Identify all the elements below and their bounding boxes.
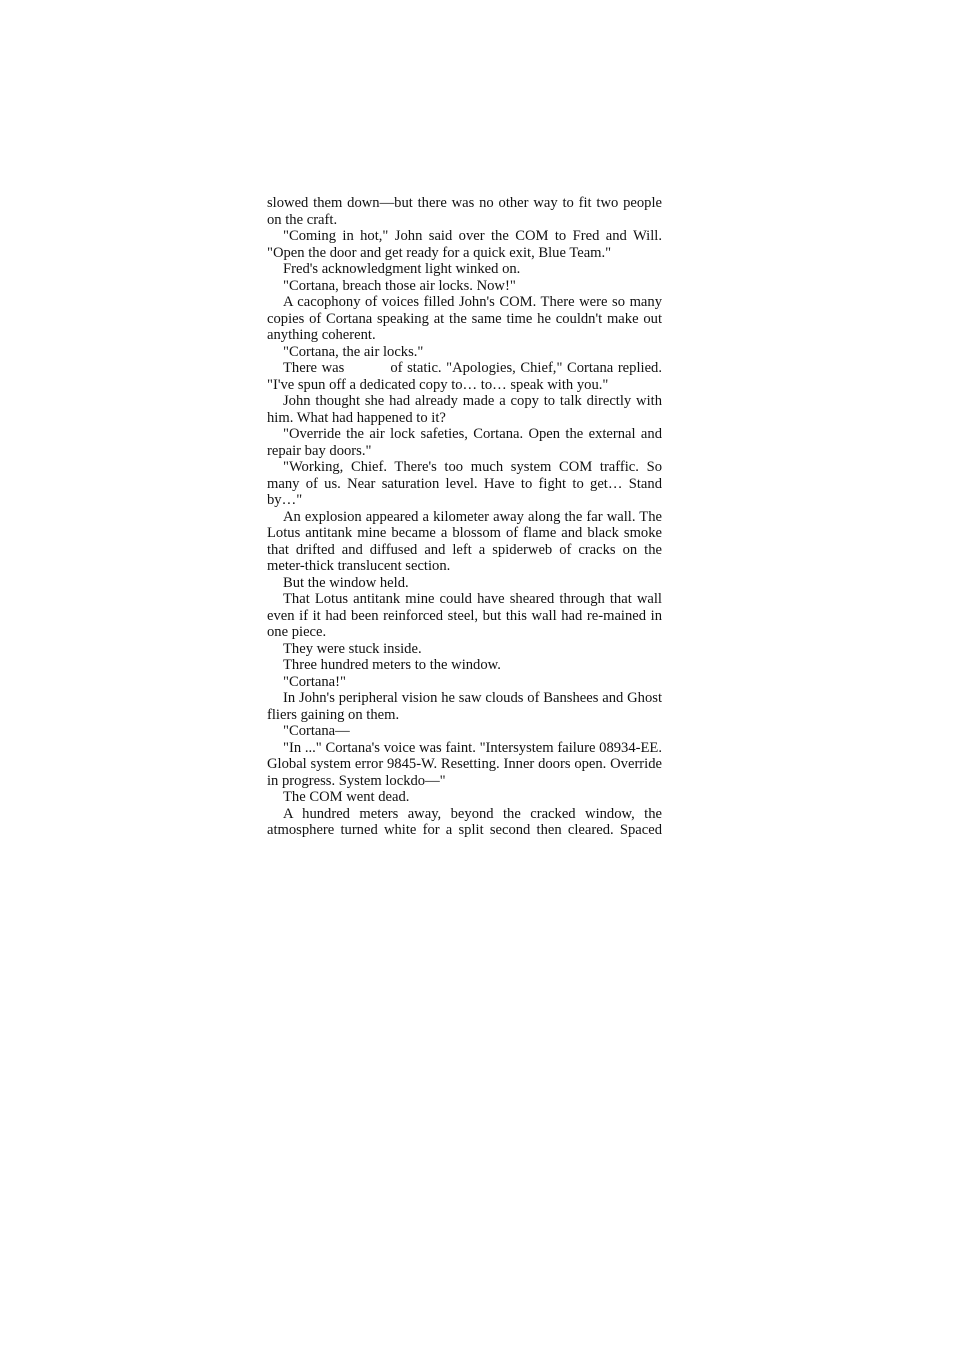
paragraph: Fred's acknowledgment light winked on. — [283, 261, 521, 277]
paragraph: A hundred meters away, beyond the cracked window, the atmosphere turned white for a split second then cleared. Spaced — [267, 805, 662, 838]
paragraph: "Cortana!" — [283, 673, 346, 690]
paragraph: An explosion appeared a kilometer away along the far wall. The Lotus antitank mine became a blossom of flame and black smoke that drifted and diffused and left a spiderweb of cracks on the meter-thick translucent section. — [267, 508, 662, 574]
paragraph: A cacophony of voices filled John's COM. There were so many copies of Cortana speaking at the same time he couldn't make out anything coherent. — [267, 294, 662, 343]
paragraph: They were stuck inside. — [283, 640, 422, 657]
paragraph: "Override the air lock safeties, Cortana. Open the external and repair bay doors." — [267, 426, 662, 459]
paragraph: The COM went dead. — [283, 789, 410, 805]
paragraph: In John's peripheral vision he saw clouds of Banshees and Ghost fliers gaining on them. — [267, 690, 662, 723]
paragraph: But the window held. — [283, 574, 409, 591]
paragraph: John thought she had already made a copy to talk directly with him. What had happened to it? — [267, 393, 662, 426]
paragraph: There was of static. "Apologies, Chief," Cortana replied. "I've spun off a dedicated copy to… to… speak with you." — [267, 360, 666, 393]
body-text — [267, 195, 666, 839]
paragraph: "Cortana, breach those air locks. Now!" — [283, 277, 516, 294]
paragraph: "Working, Chief. There's too much system COM traffic. So many of us. Near saturation level. Have to fight to get… Stand by…" — [267, 459, 662, 508]
paragraph: slowed them down—but there was no other way to fit two people on the craft. — [267, 195, 662, 228]
paragraph: Three hundred meters to the window. — [283, 657, 501, 673]
paragraph: That Lotus antitank mine could have sheared through that wall even if it had been reinforced steel, but this wall had re-mained in one piece. — [267, 591, 662, 640]
paragraph: "Cortana, the air locks." — [283, 343, 424, 360]
paragraph: "In ..." Cortana's voice was faint. "Intersystem failure 08934-EE. Global system error 9845-W. Resetting. Inner doors open. Override in progress. System lockdo—" — [267, 739, 662, 789]
paragraph: "Cortana— — [283, 723, 350, 739]
paragraph: "Coming in hot," John said over the COM to Fred and Will. "Open the door and get ready for a quick exit, Blue Team." — [267, 228, 662, 261]
